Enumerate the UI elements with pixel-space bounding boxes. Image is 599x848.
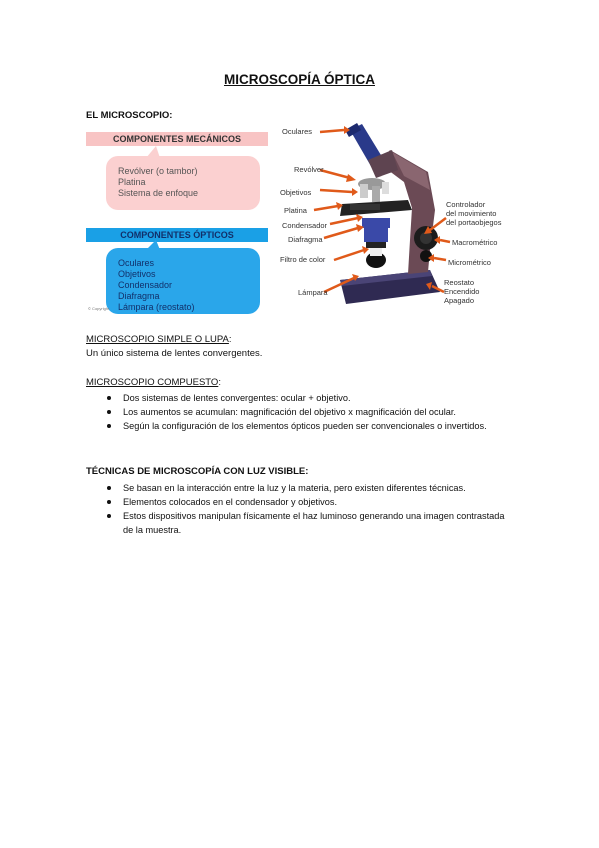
list-item: Estos dispositivos manipulan físicamente el haz luminoso generando una imagen contrastada de la muestra. (86, 509, 506, 537)
optical-components-box (106, 248, 260, 314)
mechanical-components-title: COMPONENTES MECÁNICOS (86, 132, 268, 146)
label-condensador: Condensador (282, 221, 328, 230)
mechanical-components-box (106, 156, 260, 210)
mechanical-item: Sistema de enfoque (118, 188, 199, 198)
label-controlador: Controlador del movimiento del portaobjegos (446, 200, 502, 227)
list-item: Elementos colocados en el condensador y objetivos. (86, 495, 506, 509)
microscope-diagram (280, 120, 520, 316)
simple-heading: MICROSCOPIO SIMPLE O LUPA (86, 334, 229, 345)
simple-text: Un único sistema de lentes convergentes. (86, 348, 263, 359)
optical-item: Oculares (118, 258, 155, 268)
label-diafragma: Diafragma (288, 235, 323, 244)
optical-item: Condensador (118, 280, 173, 290)
page-title: MICROSCOPÍA ÓPTICA (223, 72, 375, 87)
copyright-note: © Copyright (88, 306, 110, 311)
components-diagram (86, 128, 272, 318)
techniques-bullet-list (86, 481, 506, 537)
optical-item: Objetivos (118, 269, 156, 279)
compound-heading-line (86, 377, 221, 388)
colon: : (218, 377, 221, 388)
label-filtro: Filtro de color (280, 255, 326, 264)
list-item: Según la configuración de los elementos ópticos pueden ser convencionales o invertidos. (86, 419, 506, 433)
section-heading-microscope: EL MICROSCOPIO: (86, 110, 173, 121)
list-item: Se basan en la interacción entre la luz y la materia, pero existen diferentes técnicas. (86, 481, 506, 495)
label-revolver: Revólver (294, 165, 324, 174)
optical-item: Lámpara (reostato) (118, 302, 195, 312)
list-item: Los aumentos se acumulan: magnificación del objetivo x magnificación del ocular. (86, 405, 506, 419)
compound-heading: MICROSCOPIO COMPUESTO (86, 377, 219, 388)
optical-item: Diafragma (118, 291, 160, 301)
label-objetivos: Objetivos (280, 188, 312, 197)
optical-components-title: COMPONENTES ÓPTICOS (86, 228, 268, 242)
list-item: Dos sistemas de lentes convergentes: ocular + objetivo. (86, 391, 506, 405)
mechanical-item: Revólver (o tambor) (118, 166, 198, 176)
compound-bullet-list (86, 391, 506, 433)
label-oculares: Oculares (282, 127, 313, 136)
label-reostato: Reostato Encendido Apagado (444, 278, 480, 305)
label-micrometrico: Micrométrico (448, 258, 491, 267)
label-lampara: Lámpara (298, 288, 328, 297)
label-platina: Platina (284, 206, 307, 215)
mechanical-item: Platina (118, 177, 146, 187)
techniques-heading: TÉCNICAS DE MICROSCOPÍA CON LUZ VISIBLE: (86, 466, 309, 477)
colon: : (228, 334, 232, 345)
simple-heading-line (86, 334, 232, 345)
label-macrometrico: Macrométrico (452, 238, 498, 247)
